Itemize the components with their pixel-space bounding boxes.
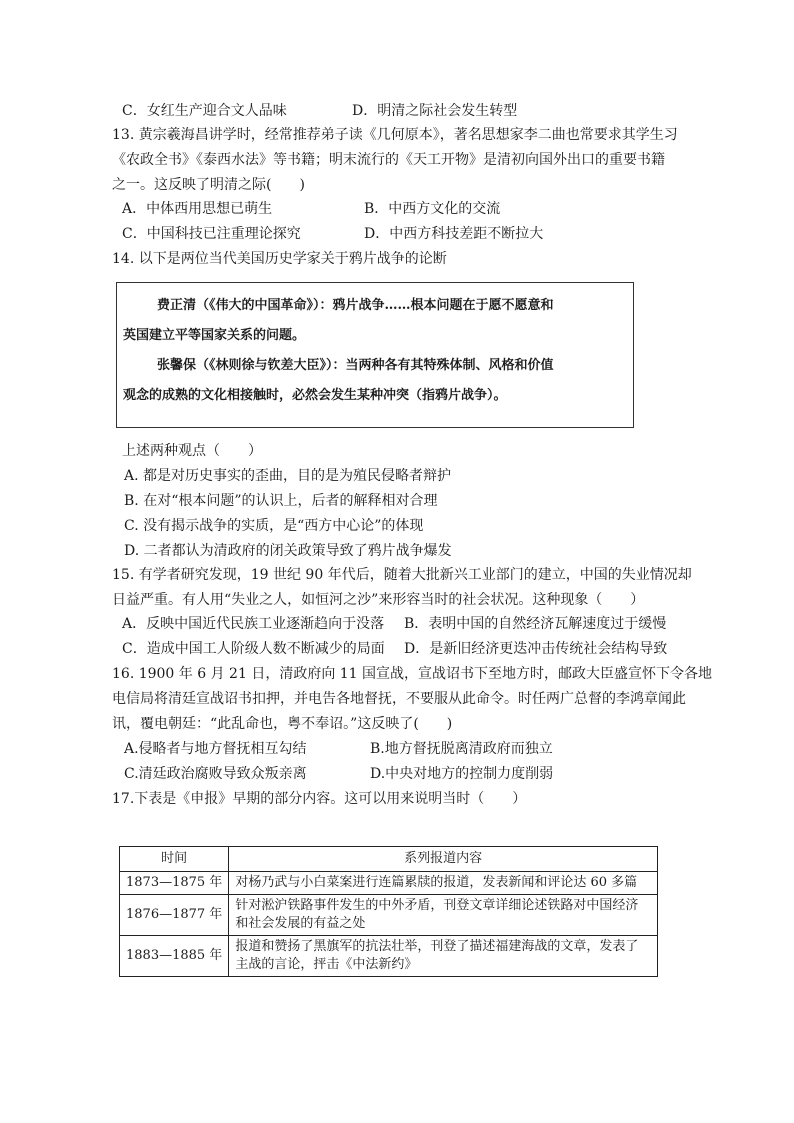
q15-stem-line2: 日益严重。有人用“失业之人，如恒河之沙”来形容当时的社会状况。这种现象（ ） xyxy=(112,592,645,608)
q14-quote2-line2: 观念的成熟的文化相接触时，必然会发生某种冲突（指鸦片战争）。 xyxy=(123,388,507,403)
q17-report-table xyxy=(119,846,658,977)
q16-option-a: A.侵略者与地方督抚相互勾结 xyxy=(124,741,307,757)
q14-quote1-line1: 费正清（《伟大的中国革命》）：鸦片战争……根本问题在于愿不愿意和 xyxy=(157,298,554,313)
table-header-time: 时间 xyxy=(120,847,229,872)
table-cell-content: 针对淞沪铁路事件发生的中外矛盾，刊登文章详细论述铁路对中国经济和社会发展的有益之处 xyxy=(229,895,658,936)
q14-quote2-line1: 张馨保（《林则徐与钦差大臣》）：当两种各有其特殊体制、风格和价值 xyxy=(157,358,554,373)
table-header-row xyxy=(120,847,658,872)
q13-option-c: C．中国科技已注重理论探究 xyxy=(122,226,301,242)
table-row xyxy=(120,872,658,895)
table-row xyxy=(120,895,658,936)
q13-stem-line2: 《农政全书》《泰西水法》等书籍；明末流行的《天工开物》是清初向国外出口的重要书籍 xyxy=(112,152,665,168)
q14-stem: 14. 以下是两位当代美国历史学家关于鸦片战争的论断 xyxy=(112,251,447,267)
q13-option-d: D．中西方科技差距不断拉大 xyxy=(364,226,544,242)
table-cell-time: 1883—1885 年 xyxy=(120,936,229,977)
q12-option-d: D．明清之际社会发生转型 xyxy=(352,103,518,119)
q14-quote-box xyxy=(116,282,634,428)
q14-quote1-line2: 英国建立平等国家关系的问题。 xyxy=(123,328,306,343)
q13-stem-line3: 之一。这反映了明清之际( ) xyxy=(112,177,305,193)
q13-stem-line1: 13. 黄宗羲海昌讲学时，经常推荐弟子读《几何原本》，著名思想家李二曲也常要求其学生习 xyxy=(112,127,678,143)
q12-option-c: C．女红生产迎合文人品味 xyxy=(122,103,287,119)
q14-option-c: C. 没有揭示战争的实质，是“西方中心论”的体现 xyxy=(124,518,424,534)
q16-option-c: C.清廷政治腐败导致众叛亲离 xyxy=(124,766,307,782)
table-header-content: 系列报道内容 xyxy=(229,847,658,872)
q15-option-a: A．反映中国近代民族工业逐渐趋向于没落 xyxy=(122,616,385,632)
q15-option-b: B．表明中国的自然经济瓦解速度过于缓慢 xyxy=(404,616,667,632)
q16-option-d: D.中央对地方的控制力度削弱 xyxy=(370,766,554,782)
q14-option-d: D. 二者都认为清政府的闭关政策导致了鸦片战争爆发 xyxy=(124,543,452,559)
q14-question: 上述两种观点（ ） xyxy=(122,443,262,459)
q16-option-b: B.地方督抚脱离清政府而独立 xyxy=(370,741,553,757)
q15-option-c: C．造成中国工人阶级人数不断减少的局面 xyxy=(122,641,385,657)
q16-stem-line1: 16. 1900 年 6 月 21 日，清政府向 11 国宣战，宣战诏书下至地方时，邮政大臣盛宣怀下令各地 xyxy=(112,666,713,682)
q15-option-d: D．是新旧经济更迭冲击传统社会结构导致 xyxy=(404,641,668,657)
q15-stem-line1: 15. 有学者研究发现，19 世纪 90 年代后，随着大批新兴工业部门的建立，中国的失业情况却 xyxy=(112,567,692,583)
q16-stem-line3: 讯，覆电朝廷：“此乱命也，粤不奉诏。”这反映了( ) xyxy=(112,716,453,732)
table-cell-time: 1876—1877 年 xyxy=(120,895,229,936)
q14-option-b: B. 在对“根本问题”的认识上，后者的解释相对合理 xyxy=(124,493,438,509)
q16-stem-line2: 电信局将清廷宣战诏书扣押，并电告各地督抚，不要服从此命令。时任两广总督的李鸿章闻此 xyxy=(112,691,686,707)
q17-stem: 17.下表是《申报》早期的部分内容。这可以用来说明当时（ ） xyxy=(112,791,527,807)
table-cell-time: 1873—1875 年 xyxy=(120,872,229,895)
q13-option-a: A．中体西用思想已萌生 xyxy=(122,201,273,217)
table-cell-content: 报道和赞扬了黑旗军的抗法壮举，刊登了描述福建海战的文章，发表了主战的言论，抨击《中法新约》 xyxy=(229,936,658,977)
q13-option-b: B．中西方文化的交流 xyxy=(364,201,501,217)
table-row xyxy=(120,936,658,977)
table-cell-content: 对杨乃武与小白菜案进行连篇累牍的报道，发表新闻和评论达 60 多篇 xyxy=(229,872,658,895)
q14-option-a: A. 都是对历史事实的歪曲，目的是为殖民侵略者辩护 xyxy=(124,468,452,484)
